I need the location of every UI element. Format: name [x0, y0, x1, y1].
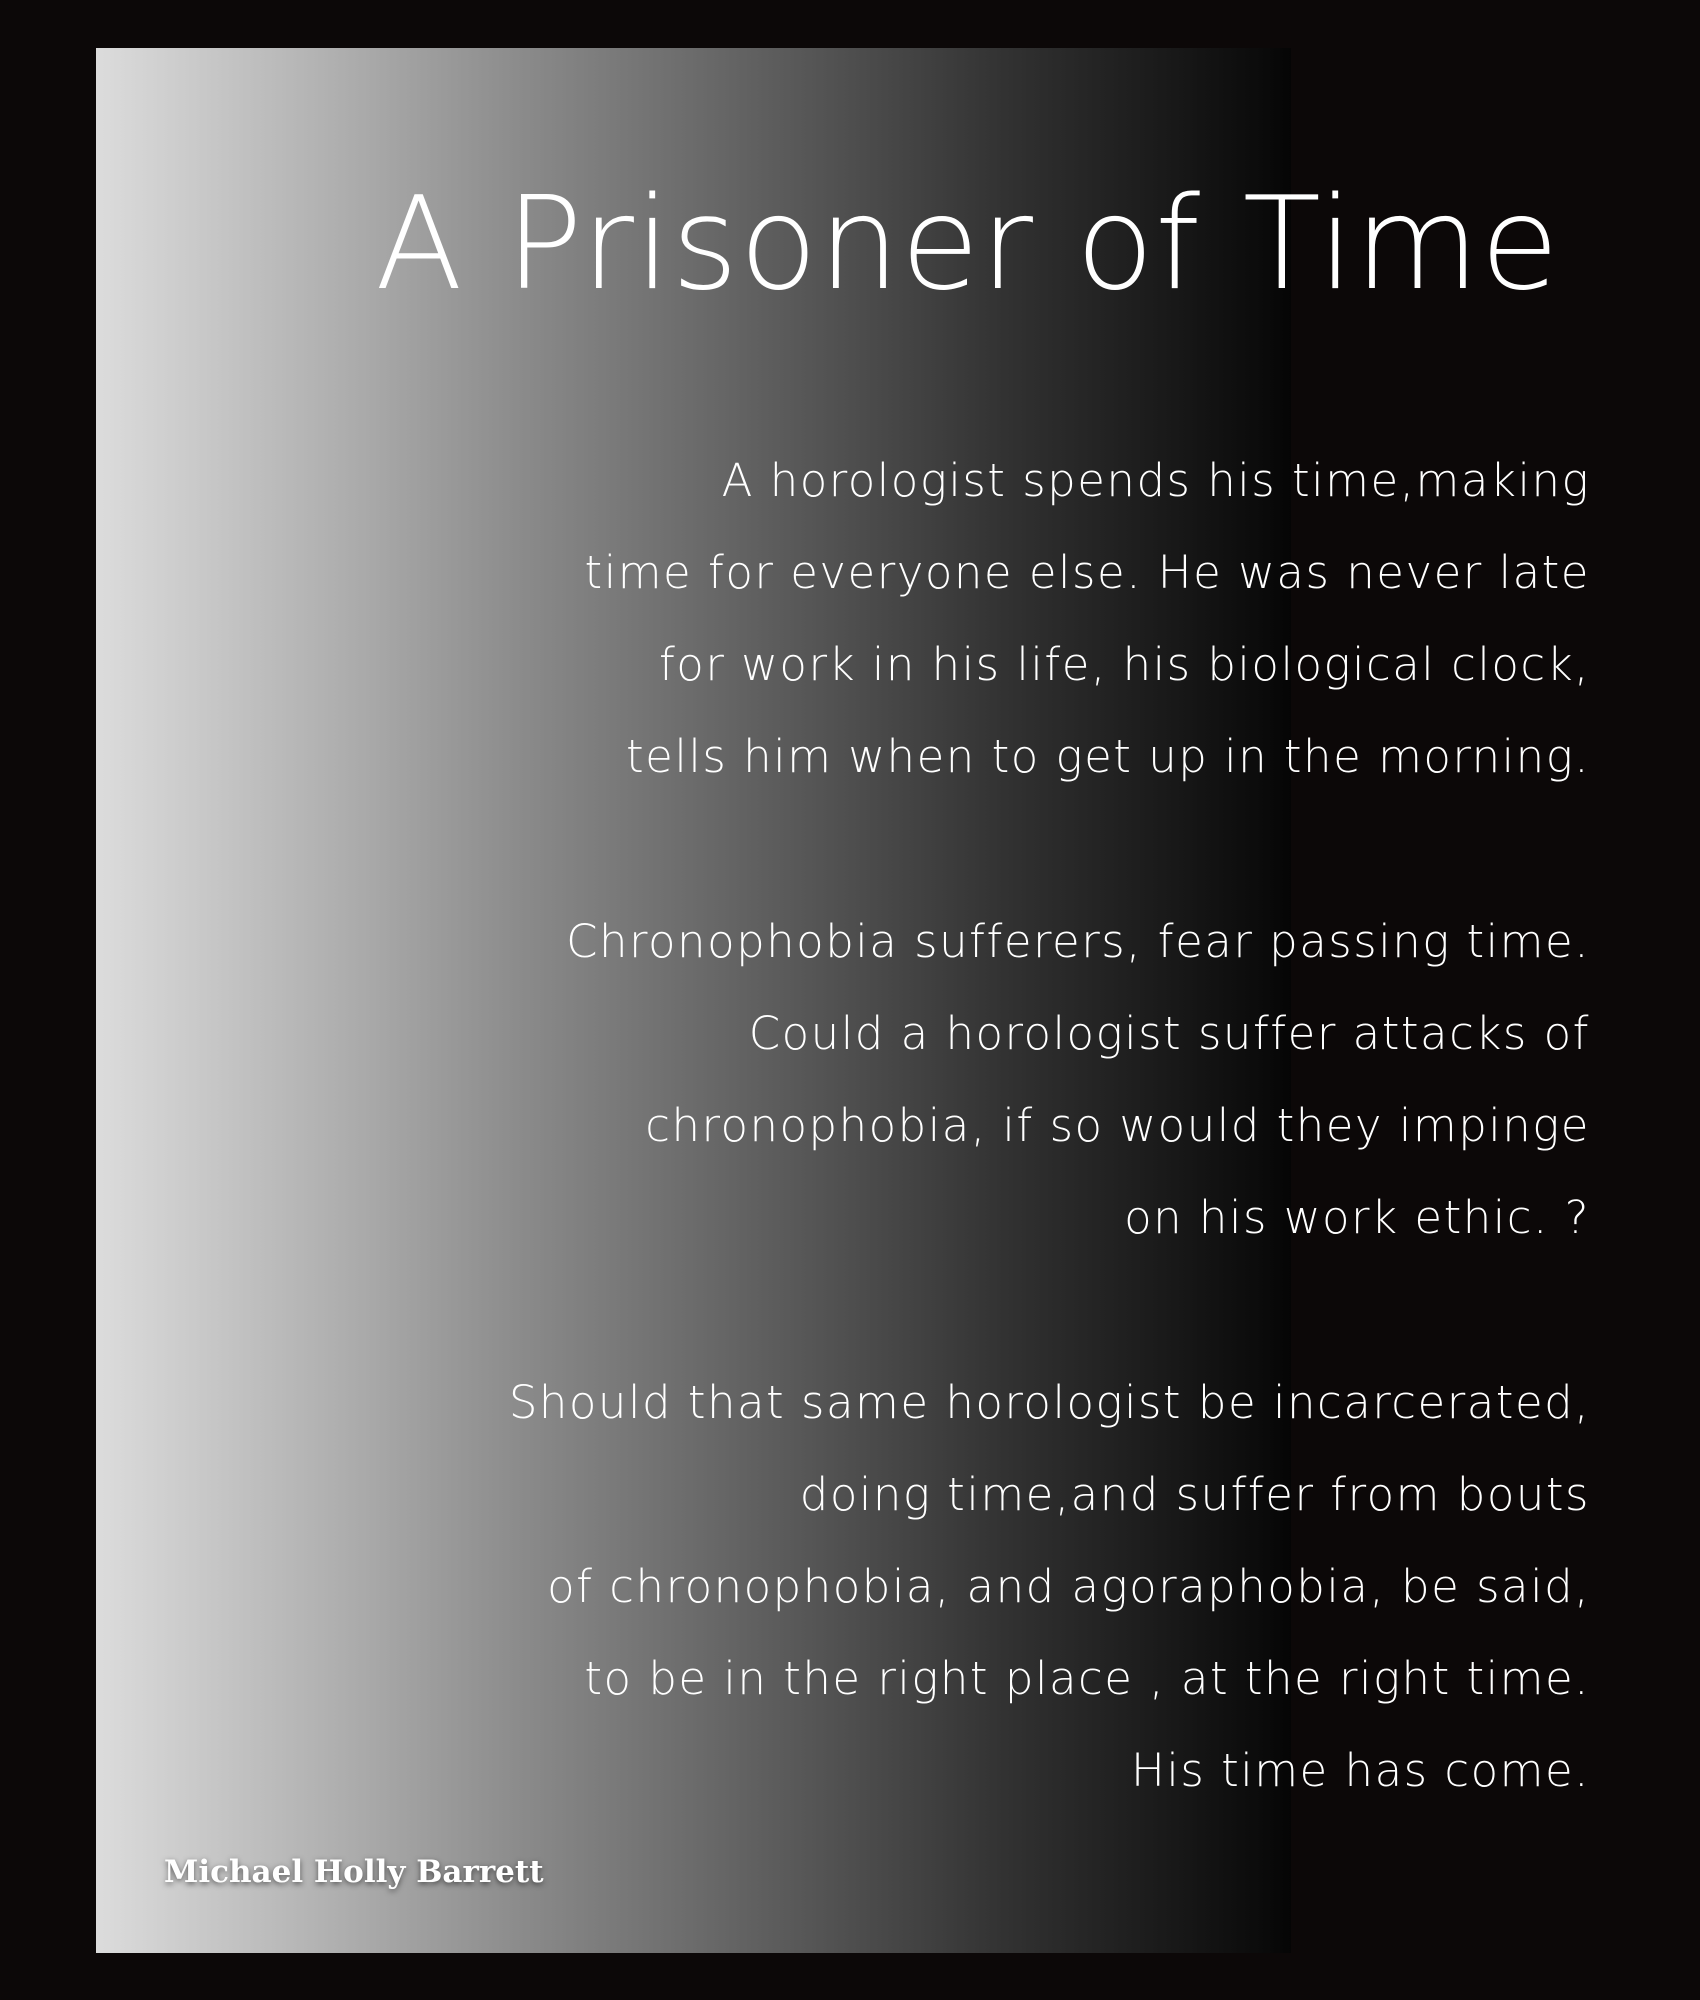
- poem-line: doing time,and suffer from bouts: [799, 1468, 1590, 1521]
- stanza-2: [390, 896, 1590, 1264]
- poem-body: [390, 435, 1590, 1910]
- poem-line: His time has come.: [1130, 1744, 1590, 1797]
- poem-line: tells him when to get up in the morning.: [626, 730, 1590, 783]
- stanza-3: [390, 1357, 1590, 1817]
- stanza-1: [390, 435, 1590, 803]
- poem-line: A horologist spends his time,making: [721, 454, 1590, 507]
- poem-line: time for everyone else. He was never late: [584, 546, 1590, 599]
- poem-line: Should that same horologist be incarcerated,: [508, 1376, 1590, 1429]
- poem-line: on his work ethic. ?: [1124, 1191, 1590, 1244]
- poem-line: chronophobia, if so would they impinge: [645, 1099, 1590, 1152]
- poem-line: to be in the right place , at the right time.: [584, 1652, 1590, 1705]
- poem-title: A Prisoner of Time: [375, 170, 1560, 319]
- poem-line: Chronophobia sufferers, fear passing time.: [566, 915, 1590, 968]
- poem-line: of chronophobia, and agoraphobia, be said,: [547, 1560, 1590, 1613]
- author-signature: Michael Holly Barrett: [164, 1854, 544, 1890]
- poem-line: Could a horologist suffer attacks of: [748, 1007, 1590, 1060]
- poem-line: for work in his life, his biological clock,: [658, 638, 1590, 691]
